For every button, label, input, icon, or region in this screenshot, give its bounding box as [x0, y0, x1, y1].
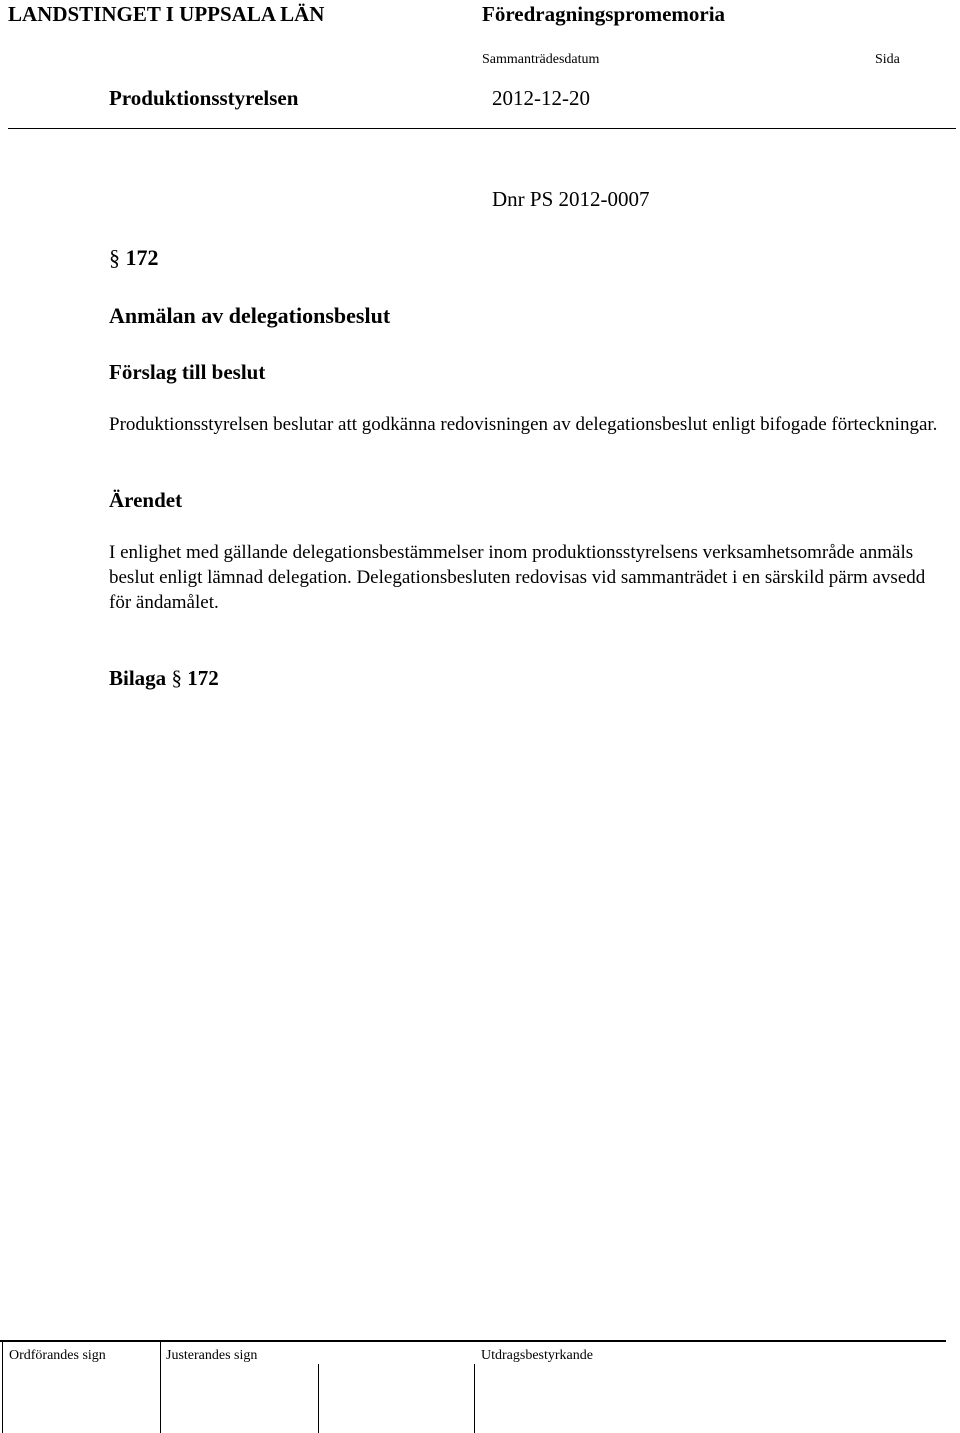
extract-certifier-label: Utdragsbestyrkande — [481, 1348, 593, 1363]
section-symbol: § — [109, 245, 120, 270]
proposal-heading: Förslag till beslut — [109, 360, 266, 384]
matter-text: I enlighet med gällande delegationsbestämmelser inom produktionsstyrelsens verksamhetsområde anmäls beslut enligt lämnad delegation. Delegationsbesluten redovisas vid sammanträdet i en särskild pärm avsedd för ändamålet. — [109, 542, 926, 613]
signature-divider — [0, 1340, 946, 1342]
organization-name: LANDSTINGET I UPPSALA LÄN — [8, 2, 325, 26]
signature-border-chair — [160, 1340, 161, 1433]
committee-name: Produktionsstyrelsen — [109, 86, 299, 110]
attachment-number: 172 — [187, 666, 219, 690]
header-divider — [8, 128, 956, 129]
attachment-label: Bilaga — [109, 666, 167, 690]
page-label: Sida — [875, 52, 900, 67]
section-number — [109, 245, 159, 271]
chair-signature-label: Ordförandes sign — [9, 1348, 106, 1363]
adjuster-signature-label: Justerandes sign — [166, 1348, 258, 1363]
document-type: Föredragningspromemoria — [482, 2, 726, 26]
signature-border-left — [2, 1340, 3, 1433]
attachment-section-symbol: § — [171, 666, 182, 690]
section-number-value: 172 — [125, 245, 159, 270]
meeting-date-label: Sammanträdesdatum — [482, 52, 600, 67]
case-number: Dnr PS 2012-0007 — [492, 187, 650, 211]
proposal-text: Produktionsstyrelsen beslutar att godkänna redovisningen av delegationsbeslut enligt bifogade förteckningar. — [109, 414, 938, 435]
signature-border-certifier — [474, 1364, 475, 1433]
signature-border-adjuster — [318, 1364, 319, 1433]
matter-heading: Ärendet — [109, 488, 183, 512]
meeting-date: 2012-12-20 — [492, 86, 590, 110]
section-title: Anmälan av delegationsbeslut — [109, 303, 391, 328]
attachment-reference — [109, 666, 219, 691]
